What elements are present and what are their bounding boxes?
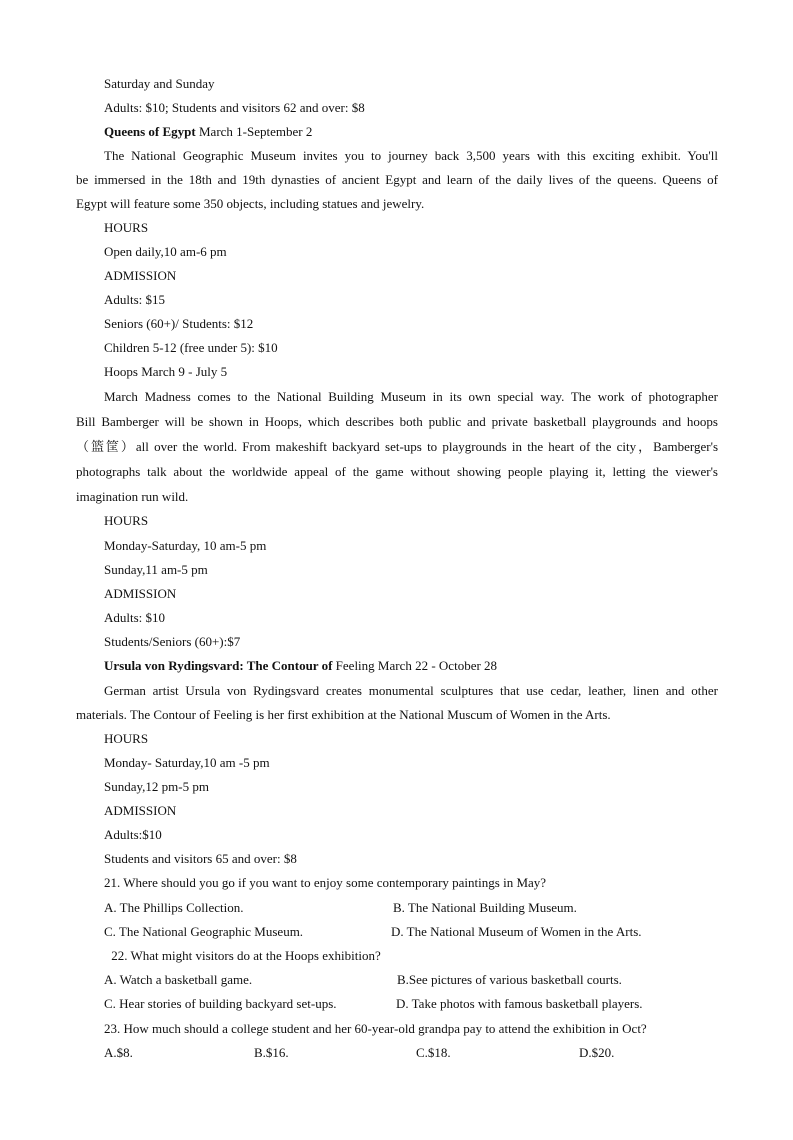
paragraph-line — [76, 389, 718, 405]
paragraph-line: （篮筐）all over the world. From makeshift backyard set-ups to playgrounds in the heart of the city，Bamberger's — [76, 439, 718, 454]
option-21-d: D. The National Museum of Women in the Arts. — [391, 924, 642, 939]
option-21-b: B. The National Building Museum. — [393, 900, 577, 915]
paragraph-line — [76, 683, 718, 699]
paragraph-line: materials. The Contour of Feeling is her first exhibition at the National Muscum of Women in the Arts. — [76, 707, 611, 722]
section-heading-queens — [104, 124, 312, 140]
option-23-c: C.$18. — [416, 1045, 451, 1060]
option-23-a: A.$8. — [104, 1045, 133, 1060]
option-21-a: A. The Phillips Collection. — [104, 900, 244, 915]
text-line: Seniors (60+)/ Students: $12 — [104, 316, 254, 331]
option-23-b: B.$16. — [254, 1045, 289, 1060]
option-21-c: C. The National Geographic Museum. — [104, 924, 304, 939]
text-line: Sunday,12 pm-5 pm — [104, 779, 209, 794]
text-line: Adults: $10; Students and visitors 62 and over: $8 — [104, 100, 365, 115]
text-line: Open daily,10 am-6 pm — [104, 244, 227, 259]
paragraph-line: Egypt will feature some 350 objects, including statues and jewelry. — [76, 196, 425, 211]
heading-title: Queens of Egypt — [104, 124, 196, 139]
admission-label: ADMISSION — [104, 586, 177, 601]
text-line: Adults: $15 — [104, 292, 166, 307]
question-23: 23. How much should a college student and her 60-year-old grandpa pay to attend the exhibition in Oct? — [104, 1021, 647, 1036]
text-line: Students and visitors 65 and over: $8 — [104, 851, 297, 866]
heading-dates: Feeling March 22 - October 28 — [332, 658, 498, 673]
option-22-d: D. Take photos with famous basketball players. — [396, 996, 643, 1011]
heading-dates: March 1-September 2 — [195, 124, 313, 139]
paragraph-line: photographs talk about the worldwide appeal of the game without showing people playing it, letting the viewer's — [76, 464, 718, 479]
text-line: Students/Seniors (60+):$7 — [104, 634, 241, 649]
text-line: Monday-Saturday, 10 am-5 pm — [104, 538, 267, 553]
heading-title: Ursula von Rydingsvard: The Contour of — [104, 658, 333, 673]
paragraph-line: imagination run wild. — [76, 489, 189, 504]
question-21: 21. Where should you go if you want to enjoy some contemporary paintings in May? — [104, 875, 547, 890]
paragraph-line: be immersed in the 18th and 19th dynasties of ancient Egypt and learn of the daily lives of the queens. Queens of — [76, 172, 718, 187]
paragraph-text: The National Geographic Museum invites you to journey back 3,500 years with this exciting exhibit. You'll — [104, 148, 718, 163]
option-23-d: D.$20. — [579, 1045, 615, 1060]
text-line: Children 5-12 (free under 5): $10 — [104, 340, 278, 355]
question-22: 22. What might visitors do at the Hoops exhibition? — [108, 948, 381, 963]
text-line: Monday- Saturday,10 am -5 pm — [104, 755, 270, 770]
text-line: Saturday and Sunday — [104, 76, 215, 91]
section-heading-ursula — [104, 658, 497, 674]
paragraph-text: March Madness comes to the National Building Museum in its own special way. The work of photographer — [104, 389, 718, 404]
paragraph-text: German artist Ursula von Rydingsvard creates monumental sculptures that use cedar, leather, linen and other — [104, 683, 718, 698]
text-line: Adults: $10 — [104, 610, 166, 625]
text-line: Sunday,11 am-5 pm — [104, 562, 208, 577]
option-22-a: A. Watch a basketball game. — [104, 972, 253, 987]
text-line: Adults:$10 — [104, 827, 162, 842]
option-22-b: B.See pictures of various basketball courts. — [397, 972, 622, 987]
hours-label: HOURS — [104, 220, 149, 235]
paragraph-line — [76, 148, 718, 164]
paragraph-line: Bill Bamberger will be shown in Hoops, which describes both public and private basketball playgrounds and hoops — [76, 414, 718, 429]
hours-label: HOURS — [104, 513, 149, 528]
section-heading-hoops: Hoops March 9 - July 5 — [104, 364, 228, 379]
hours-label: HOURS — [104, 731, 149, 746]
option-22-c: C. Hear stories of building backyard set-ups. — [104, 996, 337, 1011]
admission-label: ADMISSION — [104, 803, 177, 818]
admission-label: ADMISSION — [104, 268, 177, 283]
